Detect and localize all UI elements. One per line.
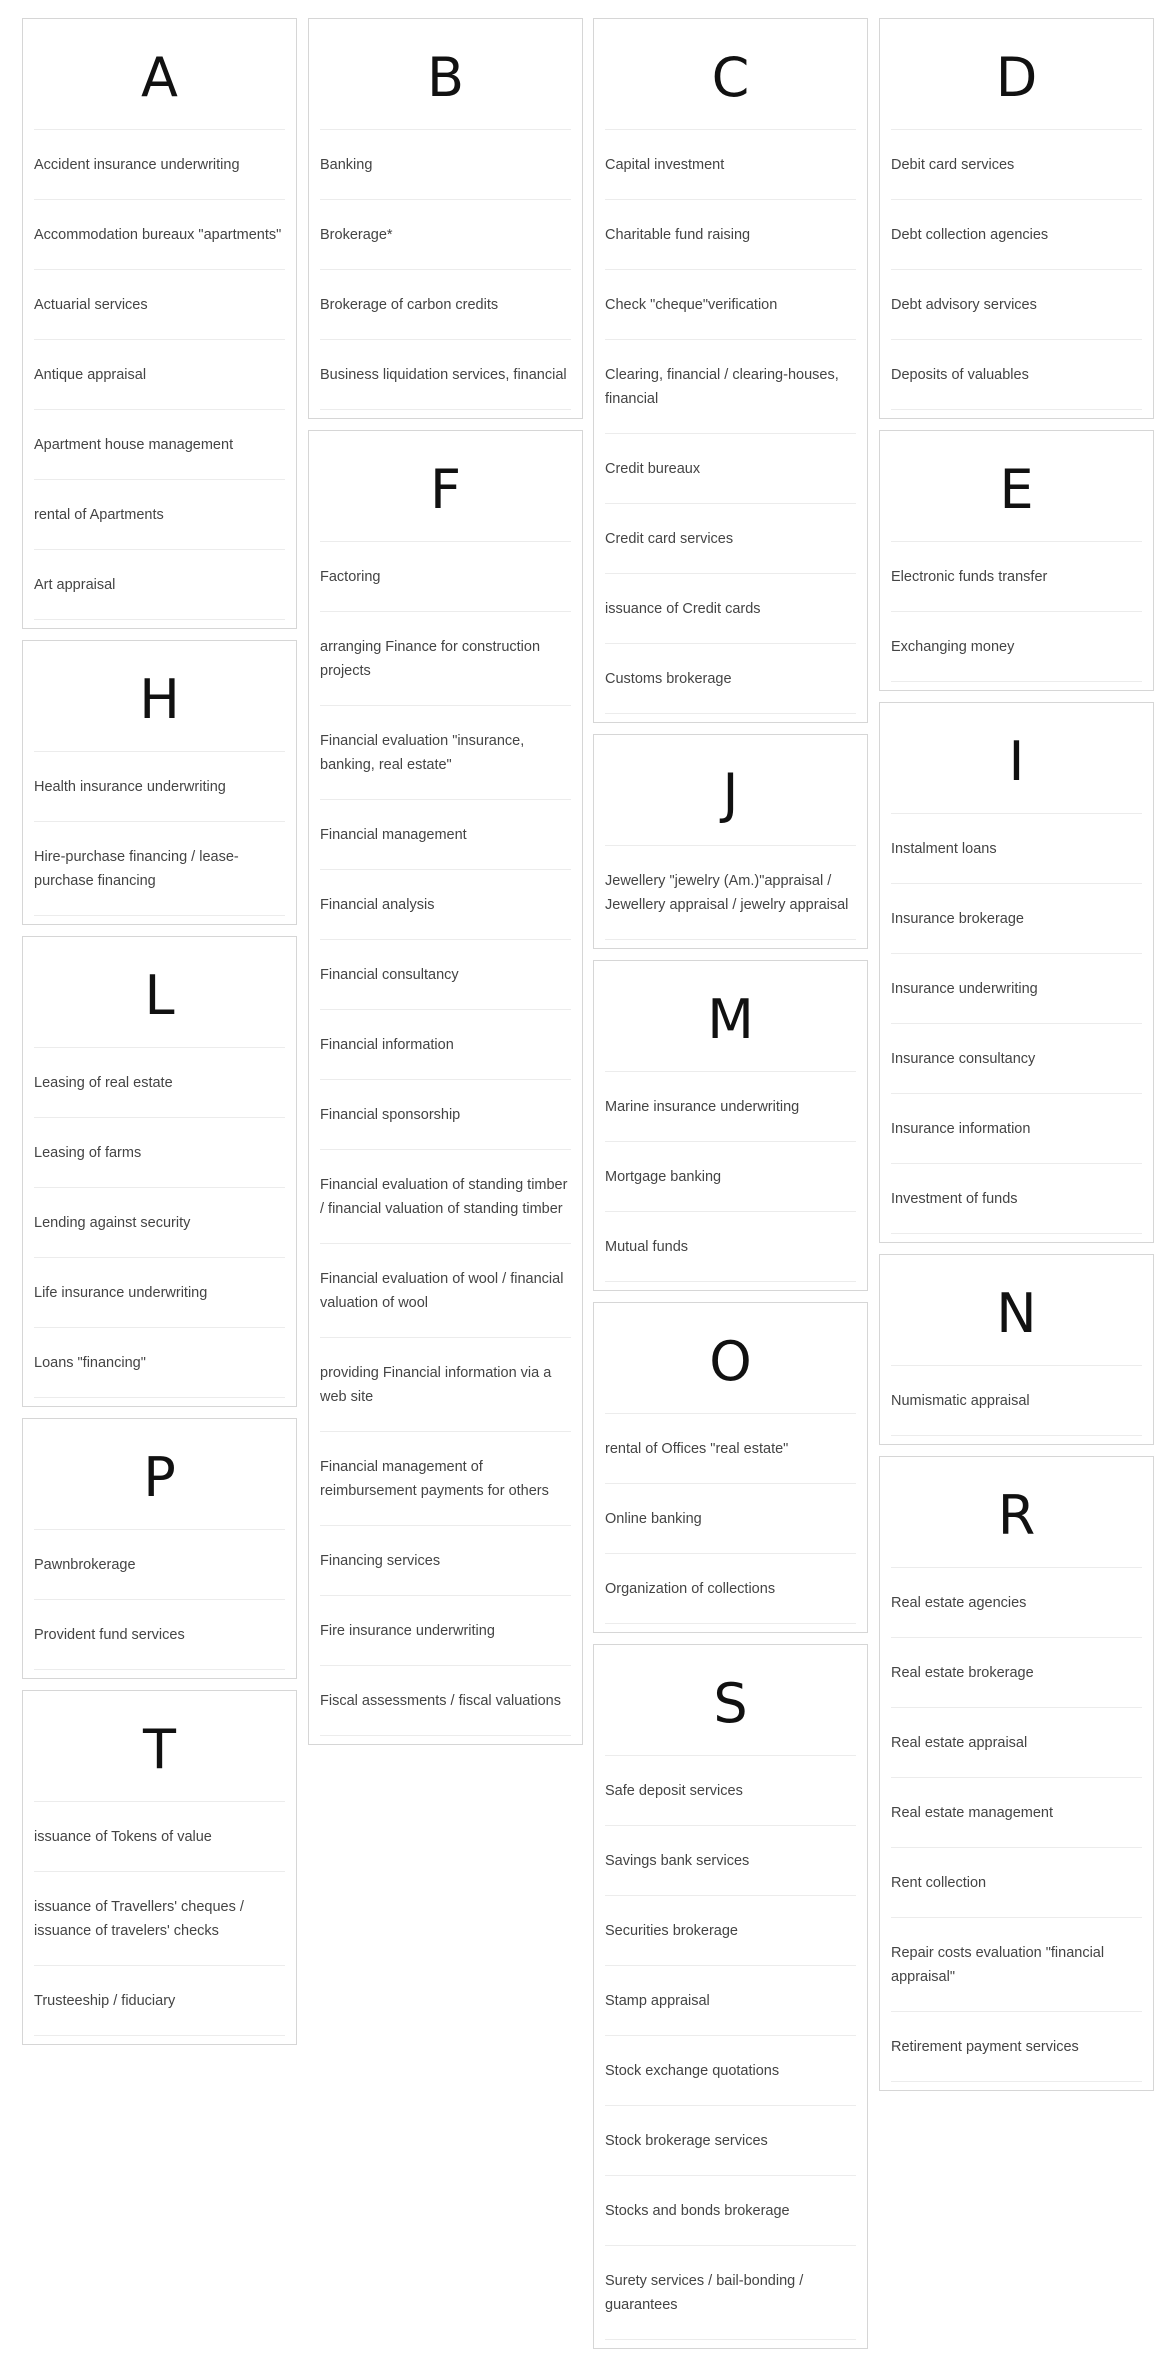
service-list [605,1413,856,1624]
service-item[interactable]: Pawnbrokerage [34,1529,285,1599]
service-list [891,129,1142,410]
service-item[interactable]: Numismatic appraisal [891,1365,1142,1436]
letter-heading: M [707,988,754,1051]
service-item[interactable]: issuance of Tokens of value [34,1801,285,1871]
service-item[interactable]: Jewellery "jewelry (Am.)"appraisal / Jewellery appraisal / jewelry appraisal [605,845,856,940]
letter-heading: I [1008,730,1025,793]
service-item[interactable]: Investment of funds [891,1163,1142,1234]
service-item[interactable]: Financial information [320,1009,571,1079]
service-item[interactable]: Mortgage banking [605,1141,856,1211]
letter-card-i [879,702,1154,1243]
letter-heading: A [141,46,178,109]
service-item[interactable]: Stock exchange quotations [605,2035,856,2105]
service-item[interactable]: Surety services / bail-bonding / guarantees [605,2245,856,2340]
service-item[interactable]: Financial management [320,799,571,869]
service-item[interactable]: Stamp appraisal [605,1965,856,2035]
letter-card-b [308,18,583,419]
letter-heading: D [995,46,1038,109]
letter-heading: P [143,1446,176,1509]
service-item[interactable]: Brokerage of carbon credits [320,269,571,339]
column-1 [22,18,297,2056]
service-list [605,845,856,940]
service-item[interactable]: Financial evaluation "insurance, banking, real estate" [320,705,571,799]
service-item[interactable]: Financial consultancy [320,939,571,1009]
service-item[interactable]: Fiscal assessments / fiscal valuations [320,1665,571,1736]
service-item[interactable]: Insurance brokerage [891,883,1142,953]
letter-card-e [879,430,1154,691]
service-item[interactable]: Banking [320,129,571,199]
service-item[interactable]: Actuarial services [34,269,285,339]
service-item[interactable]: Insurance consultancy [891,1023,1142,1093]
letter-heading: C [711,46,750,109]
service-item[interactable]: Securities brokerage [605,1895,856,1965]
service-item[interactable]: Stocks and bonds brokerage [605,2175,856,2245]
service-item[interactable]: Savings bank services [605,1825,856,1895]
service-item[interactable]: rental of Offices "real estate" [605,1413,856,1483]
service-item[interactable]: Marine insurance underwriting [605,1071,856,1141]
service-item[interactable]: Life insurance underwriting [34,1257,285,1327]
service-item[interactable]: Financing services [320,1525,571,1595]
service-item[interactable]: providing Financial information via a web site [320,1337,571,1431]
service-item[interactable]: Real estate appraisal [891,1707,1142,1777]
service-list [34,1529,285,1670]
service-item[interactable]: Capital investment [605,129,856,199]
service-item[interactable]: Online banking [605,1483,856,1553]
service-list [34,1047,285,1398]
service-item[interactable]: Rent collection [891,1847,1142,1917]
service-item[interactable]: Credit bureaux [605,433,856,503]
service-item[interactable]: Stock brokerage services [605,2105,856,2175]
service-item[interactable]: Leasing of real estate [34,1047,285,1117]
letter-heading: R [997,1484,1036,1547]
service-item[interactable]: Charitable fund raising [605,199,856,269]
column-2 [308,18,583,1756]
service-item[interactable]: Financial evaluation of standing timber / financial valuation of standing timber [320,1149,571,1243]
service-item[interactable]: Health insurance underwriting [34,751,285,821]
letter-heading: B [426,46,465,109]
service-item[interactable]: issuance of Travellers' cheques / issuance of travelers' checks [34,1871,285,1965]
letter-card-m [593,960,868,1291]
letter-heading: F [429,458,462,521]
letter-heading: S [713,1672,748,1735]
service-item[interactable]: Debt advisory services [891,269,1142,339]
letter-heading: J [722,762,739,825]
service-item[interactable]: Clearing, financial / clearing-houses, financial [605,339,856,433]
letter-card-s [593,1644,868,2349]
service-list [320,129,571,410]
letter-card-t [22,1690,297,2045]
service-item[interactable]: Factoring [320,541,571,611]
service-list [605,129,856,714]
service-item[interactable]: Lending against security [34,1187,285,1257]
letter-card-p [22,1418,297,1679]
letter-card-d [879,18,1154,419]
service-item[interactable]: Repair costs evaluation "financial appraisal" [891,1917,1142,2011]
service-item[interactable]: Real estate management [891,1777,1142,1847]
service-item[interactable]: Financial sponsorship [320,1079,571,1149]
column-3 [593,18,868,2360]
service-item[interactable]: Insurance underwriting [891,953,1142,1023]
service-item[interactable]: Accident insurance underwriting [34,129,285,199]
letter-card-c [593,18,868,723]
letter-card-r [879,1456,1154,2091]
service-item[interactable]: Check "cheque"verification [605,269,856,339]
service-item[interactable]: Apartment house management [34,409,285,479]
service-item[interactable]: Leasing of farms [34,1117,285,1187]
service-item[interactable]: Real estate agencies [891,1567,1142,1637]
service-item[interactable]: Trusteeship / fiduciary [34,1965,285,2036]
service-item[interactable]: Credit card services [605,503,856,573]
letter-card-h [22,640,297,925]
service-list [891,541,1142,682]
service-list [891,1567,1142,2082]
service-item[interactable]: Organization of collections [605,1553,856,1624]
letter-card-o [593,1302,868,1633]
service-item[interactable]: Real estate brokerage [891,1637,1142,1707]
service-item[interactable]: Brokerage* [320,199,571,269]
letter-heading: L [144,964,175,1027]
service-list [605,1071,856,1282]
service-item[interactable]: Customs brokerage [605,643,856,714]
service-item[interactable]: Fire insurance underwriting [320,1595,571,1665]
service-item[interactable]: Provident fund services [34,1599,285,1670]
service-item[interactable]: Art appraisal [34,549,285,620]
letter-card-a [22,18,297,629]
letter-card-n [879,1254,1154,1445]
service-item[interactable]: Business liquidation services, financial [320,339,571,410]
service-item[interactable]: Debit card services [891,129,1142,199]
service-item[interactable]: issuance of Credit cards [605,573,856,643]
service-list [34,1801,285,2036]
service-list [605,1755,856,2340]
service-item[interactable]: rental of Apartments [34,479,285,549]
service-item[interactable]: Retirement payment services [891,2011,1142,2082]
letter-heading: T [143,1718,176,1781]
service-item[interactable]: Exchanging money [891,611,1142,682]
service-item[interactable]: Financial analysis [320,869,571,939]
service-item[interactable]: Insurance information [891,1093,1142,1163]
column-4 [879,18,1154,2102]
letter-card-l [22,936,297,1407]
service-item[interactable]: Financial management of reimbursement payments for others [320,1431,571,1525]
service-list [320,541,571,1736]
letter-heading: N [996,1282,1037,1345]
service-item[interactable]: Deposits of valuables [891,339,1142,410]
letter-card-f [308,430,583,1745]
service-item[interactable]: Antique appraisal [34,339,285,409]
service-item[interactable]: Debt collection agencies [891,199,1142,269]
service-item[interactable]: Safe deposit services [605,1755,856,1825]
service-list [34,129,285,620]
service-list [891,813,1142,1234]
service-item[interactable]: Instalment loans [891,813,1142,883]
service-item[interactable]: Accommodation bureaux "apartments" [34,199,285,269]
letter-card-j [593,734,868,949]
service-item[interactable]: Financial evaluation of wool / financial valuation of wool [320,1243,571,1337]
service-item[interactable]: Hire-purchase financing / lease-purchase financing [34,821,285,916]
service-item[interactable]: Mutual funds [605,1211,856,1282]
service-item[interactable]: arranging Finance for construction projects [320,611,571,705]
service-list [34,751,285,916]
letter-heading: H [139,668,180,731]
service-item[interactable]: Loans "financing" [34,1327,285,1398]
letter-heading: E [999,458,1034,521]
service-list [891,1365,1142,1436]
service-item[interactable]: Electronic funds transfer [891,541,1142,611]
letter-heading: O [709,1330,752,1393]
